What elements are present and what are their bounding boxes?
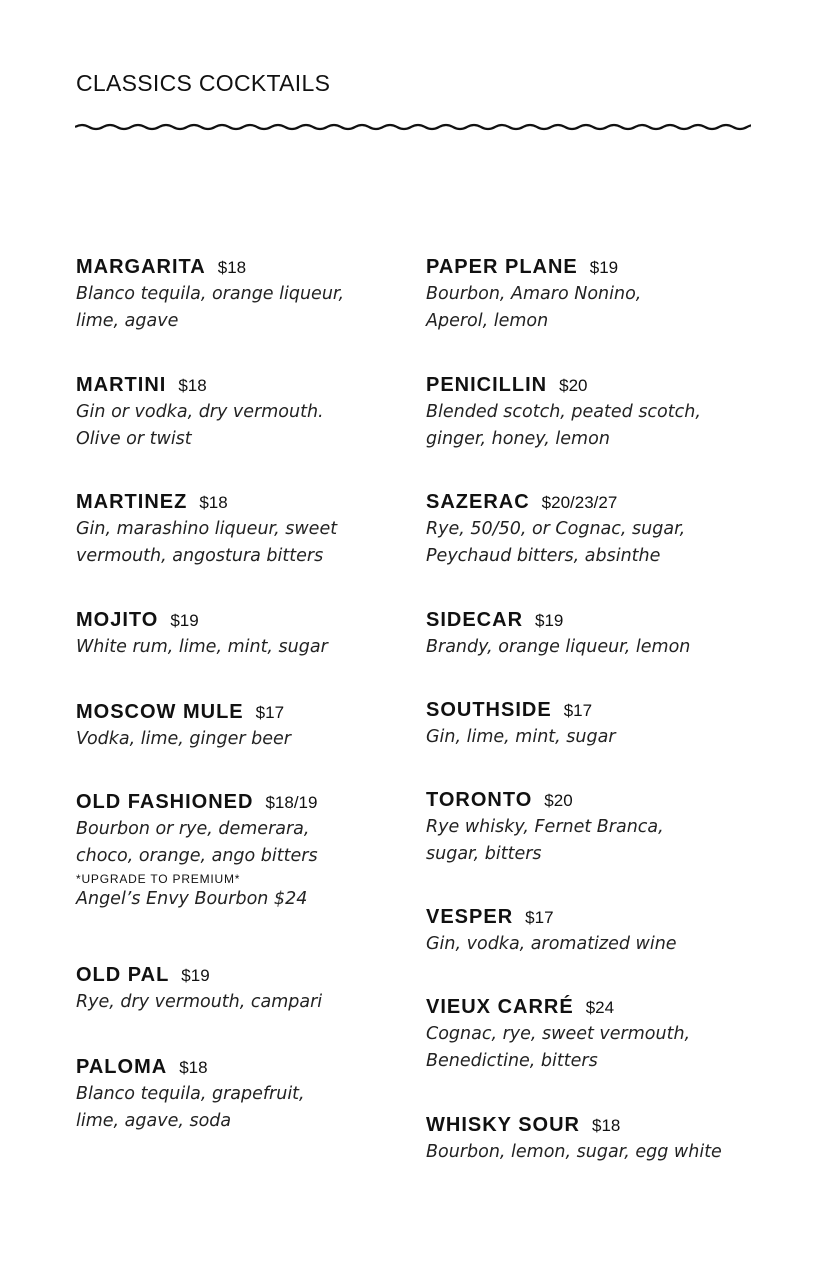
item-description: Cognac, rye, sweet vermouth, Benedictine, bitters (426, 1024, 691, 1071)
item-description: Blanco tequila, orange liqueur, lime, agave (76, 284, 345, 331)
item-description: Rye whisky, Fernet Branca, sugar, bitters (426, 817, 664, 864)
item-name: PENICILLIN (426, 374, 548, 396)
item-description: Blanco tequila, grapefruit, lime, agave, soda (76, 1084, 305, 1131)
item-description: Gin or vodka, dry vermouth. Olive or twist (76, 402, 324, 449)
item-name: WHISKY SOUR (426, 1114, 580, 1136)
item-description: Gin, marashino liqueur, sweet vermouth, angostura bitters (76, 519, 338, 566)
menu-item (426, 1114, 756, 1166)
menu-item (426, 906, 756, 958)
item-price: $17 (563, 701, 593, 720)
item-description: White rum, lime, mint, sugar (76, 637, 328, 657)
item-name: MOJITO (76, 609, 159, 631)
upgrade-note: *UPGRADE TO PREMIUM* (76, 872, 241, 886)
item-name: SAZERAC (426, 491, 530, 513)
item-price: $18/19 (265, 793, 318, 812)
menu-item (76, 701, 406, 753)
item-name: SOUTHSIDE (426, 699, 552, 721)
item-price: $18 (591, 1116, 621, 1135)
item-description: Bourbon or rye, demerara, choco, orange, ango bitters (76, 819, 318, 866)
page-title: CLASSICS COCKTAILS (76, 70, 331, 96)
menu-item (76, 1056, 406, 1135)
item-price: $18 (179, 1058, 208, 1077)
item-price: $20 (544, 791, 573, 810)
item-price: $17 (255, 703, 285, 722)
item-name: VIEUX CARRÉ (426, 996, 574, 1018)
item-name: MOSCOW MULE (76, 701, 244, 723)
item-price: $24 (585, 998, 615, 1017)
item-description: Vodka, lime, ginger beer (76, 729, 291, 749)
wavy-divider (75, 118, 751, 136)
item-description: Gin, vodka, aromatized wine (426, 934, 677, 954)
menu-item (76, 791, 406, 913)
item-name: TORONTO (426, 789, 533, 811)
item-description: Rye, 50/50, or Cognac, sugar, Peychaud bitters, absinthe (426, 519, 686, 566)
item-price: $19 (181, 966, 210, 985)
item-name: MARTINI (76, 374, 167, 396)
upgrade-description: Angel’s Envy Bourbon $24 (76, 889, 308, 909)
item-price: $19 (589, 258, 619, 277)
menu-item (426, 491, 756, 570)
item-price: $17 (525, 908, 554, 927)
menu-item (76, 256, 406, 335)
item-description: Blended scotch, peated scotch, ginger, honey, lemon (426, 402, 701, 449)
item-price: $18 (199, 493, 228, 512)
menu-item (76, 374, 406, 453)
item-description: Gin, lime, mint, sugar (426, 727, 616, 747)
item-price: $18 (178, 376, 207, 395)
menu-item (426, 374, 756, 453)
item-price: $18 (217, 258, 247, 277)
item-name: PALOMA (76, 1056, 168, 1078)
menu-item (76, 964, 406, 1016)
item-price: $19 (170, 611, 199, 630)
menu-item (426, 699, 756, 751)
menu-item (426, 256, 756, 335)
item-price: $19 (535, 611, 564, 630)
menu-item (426, 609, 756, 661)
item-description: Brandy, orange liqueur, lemon (426, 637, 691, 657)
item-name: MARGARITA (76, 256, 206, 278)
item-name: PAPER PLANE (426, 256, 578, 278)
item-name: OLD PAL (76, 964, 170, 986)
item-name: MARTINEZ (76, 491, 188, 513)
item-name: SIDECAR (426, 609, 524, 631)
menu-item (426, 996, 756, 1075)
item-name: VESPER (426, 906, 514, 928)
item-description: Rye, dry vermouth, campari (76, 992, 323, 1012)
item-description: Bourbon, lemon, sugar, egg white (426, 1142, 722, 1162)
item-description: Bourbon, Amaro Nonino, Aperol, lemon (426, 284, 642, 331)
item-name: OLD FASHIONED (76, 791, 254, 813)
menu-item (76, 491, 406, 570)
menu-item (76, 609, 406, 661)
item-price: $20/23/27 (541, 493, 618, 512)
menu-item (426, 789, 756, 868)
item-price: $20 (559, 376, 588, 395)
